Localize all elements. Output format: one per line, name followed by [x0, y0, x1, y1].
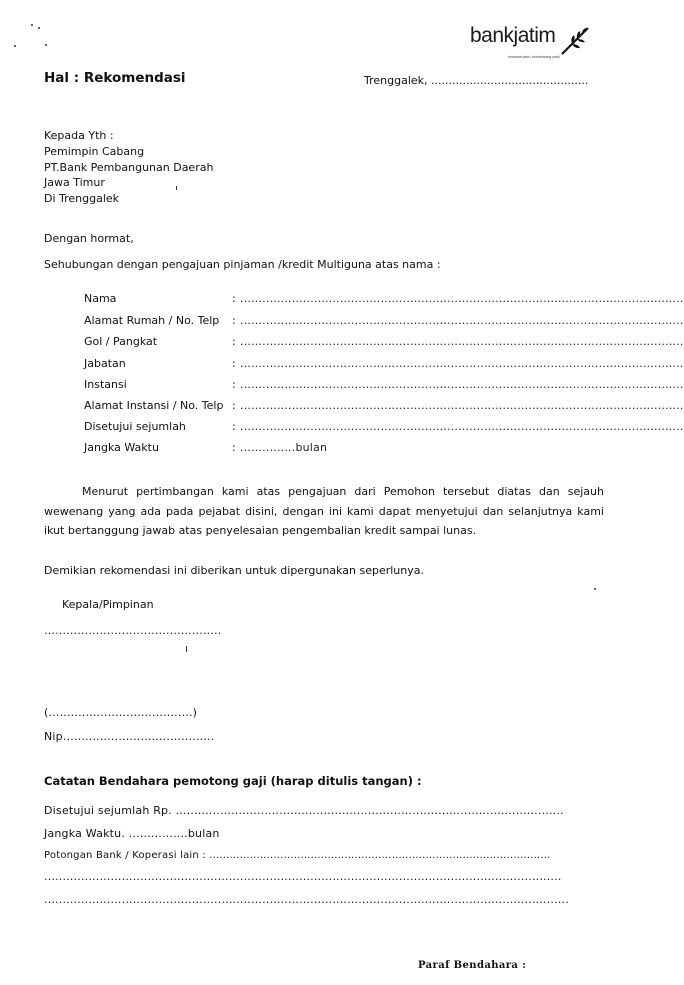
field-label-instansi: Instansi — [84, 378, 127, 391]
scan-speck — [31, 24, 33, 26]
nip-line: Nip......................................... — [44, 730, 215, 743]
recipient-line: Pemimpin Cabang — [44, 144, 145, 158]
field-label-jabatan: Jabatan — [84, 357, 126, 370]
field-value-alamat-rumah: ........................................................................................................................ — [240, 314, 684, 327]
field-colon: : — [232, 357, 236, 370]
recipient-line: PT.Bank Pembangunan Daerah — [44, 160, 214, 174]
closing-text: Demikian rekomendasi ini diberikan untuk dipergunakan seperlunya. — [44, 564, 424, 577]
logo-tagline: bersama kami, berkembang pasti — [508, 55, 560, 59]
paragraph-text: Menurut pertimbangan kami atas pengajuan dari Pemohon tersebut diatas dan sejauh wewenang yang ada pada pejabat disini, dengan ini kami dapat menyetujui dan selanjutnya kami ikut bertanggung jawab atas penyelesaian pengembalian kredit sampai lunas. — [44, 485, 604, 537]
treasurer-approved-amount: Disetujui sejumlah Rp. ......................................................................................................... — [44, 804, 564, 817]
treasurer-initial-label: Paraf Bendahara : — [418, 960, 527, 971]
bank-logo — [470, 24, 600, 70]
field-colon: : — [232, 378, 236, 391]
treasurer-other-deductions: Potongan Bank / Koperasi lain : ..................................................................................................... — [44, 850, 551, 861]
scan-speck — [38, 27, 40, 29]
field-label-nama: Nama — [84, 292, 117, 305]
field-value-gol-pangkat: ........................................................................................................................ — [240, 335, 684, 348]
treasurer-blank-line: .............................................................................................................................................. — [44, 893, 569, 906]
subject-title: Hal : Rekomendasi — [44, 70, 186, 86]
field-value-disetujui: ........................................................................................................................ — [240, 420, 684, 433]
place-date: Trenggalek, ............................................. — [364, 74, 589, 87]
field-colon: : — [232, 335, 236, 348]
field-colon: : — [232, 441, 236, 454]
field-colon: : — [232, 399, 236, 412]
recipient-line: Kepada Yth : — [44, 129, 114, 142]
scan-speck — [14, 45, 16, 47]
treasurer-heading: Catatan Bendahara pemotong gaji (harap ditulis tangan) : — [44, 774, 422, 788]
field-label-gol-pangkat: Gol / Pangkat — [84, 335, 158, 348]
field-label-disetujui: Disetujui sejumlah — [84, 420, 186, 433]
treasurer-term: Jangka Waktu. ................bulan — [44, 827, 220, 840]
wheat-stalk-icon — [558, 24, 592, 58]
signature-line: ................................................ — [44, 624, 222, 637]
field-value-jabatan: ........................................................................................................................ — [240, 357, 684, 370]
field-value-instansi: ........................................................................................................................ — [240, 378, 684, 391]
recipient-line: Di Trenggalek — [44, 192, 120, 206]
intro-text: Sehubungan dengan pengajuan pinjaman /kredit Multiguna atas nama : — [44, 258, 441, 271]
greeting: Dengan hormat, — [44, 232, 134, 245]
treasurer-blank-line: ............................................................................................................................................ — [44, 870, 562, 883]
scan-speck — [594, 588, 596, 590]
logo-wordmark: bankjatim — [470, 24, 556, 47]
scan-speck — [186, 646, 187, 652]
field-colon: : — [232, 292, 236, 305]
signatory-name-line: (.......................................) — [44, 706, 198, 719]
field-colon: : — [232, 314, 236, 327]
field-value-jangka-waktu: ...............bulan — [240, 441, 328, 454]
field-value-nama: ........................................................................................................................ — [240, 292, 684, 305]
signatory-title: Kepala/Pimpinan — [62, 598, 154, 611]
scan-speck — [45, 44, 47, 46]
recommendation-paragraph — [44, 482, 604, 541]
scan-speck — [176, 186, 177, 190]
field-colon: : — [232, 420, 236, 433]
field-label-alamat-instansi: Alamat Instansi / No. Telp — [84, 399, 224, 412]
field-value-alamat-instansi: ........................................................................................................................ — [240, 399, 684, 412]
field-label-alamat-rumah: Alamat Rumah / No. Telp — [84, 314, 220, 327]
recipient-line: Jawa Timur — [44, 176, 105, 190]
field-label-jangka-waktu: Jangka Waktu — [84, 441, 159, 454]
recipient-address — [44, 128, 213, 207]
